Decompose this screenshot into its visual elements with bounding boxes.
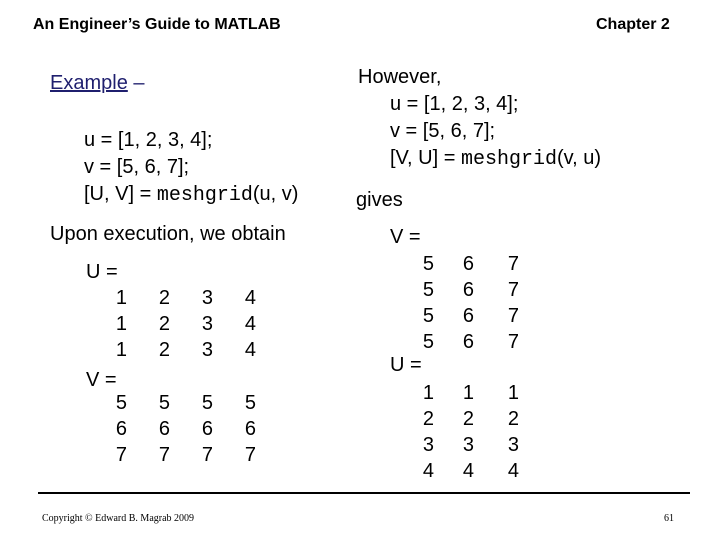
right-U-cell: 1 <box>462 382 474 404</box>
example-heading <box>50 72 145 95</box>
page-number: 61 <box>664 513 674 524</box>
example-dash: – <box>133 72 145 94</box>
gives-text: gives <box>356 189 403 211</box>
right-U-cell: 2 <box>462 408 474 430</box>
left-V-cell: 6 <box>158 418 170 440</box>
left-U-cell: 2 <box>158 339 170 361</box>
example-label: Example <box>50 72 128 94</box>
right-code-line-3 <box>390 146 601 172</box>
chapter-label: Chapter 2 <box>596 16 670 33</box>
right-V-cell: 5 <box>422 305 434 327</box>
left-U-label: U = <box>86 261 118 283</box>
left-U-cell: 3 <box>201 287 213 309</box>
right-U-cell: 1 <box>422 382 434 404</box>
left-U-cell: 1 <box>115 339 127 361</box>
right-V-cell: 7 <box>507 331 519 353</box>
right-V-cell: 6 <box>462 331 474 353</box>
right-V-cell: 7 <box>507 279 519 301</box>
right-U-cell: 3 <box>422 434 434 456</box>
left-V-cell: 7 <box>244 444 256 466</box>
right-U-cell: 4 <box>462 460 474 482</box>
right-code-prefix: [V, U] = <box>390 147 461 169</box>
left-V-cell: 7 <box>115 444 127 466</box>
copyright-text: Copyright © Edward B. Magrab 2009 <box>42 513 195 524</box>
left-code-line-3 <box>84 182 298 208</box>
left-U-cell: 1 <box>115 287 127 309</box>
right-U-cell: 4 <box>507 460 519 482</box>
header-title: An Engineer’s Guide to MATLAB <box>33 16 281 33</box>
right-V-cell: 7 <box>507 253 519 275</box>
left-U-cell: 2 <box>158 287 170 309</box>
right-U-cell: 2 <box>422 408 434 430</box>
right-code-line-1: u = [1, 2, 3, 4]; <box>390 93 519 115</box>
left-code-args: (u, v) <box>252 183 299 205</box>
left-V-cell: 6 <box>244 418 256 440</box>
left-U-cell: 1 <box>115 313 127 335</box>
left-code-func: meshgrid <box>156 184 253 207</box>
right-code-line-2: v = [5, 6, 7]; <box>390 120 496 142</box>
right-V-cell: 7 <box>507 305 519 327</box>
right-V-cell: 5 <box>422 331 434 353</box>
left-U-cell: 4 <box>244 313 256 335</box>
footer-divider <box>38 492 690 494</box>
right-U-cell: 1 <box>507 382 519 404</box>
right-code-func: meshgrid <box>460 148 557 171</box>
left-U-cell: 3 <box>201 313 213 335</box>
left-V-cell: 5 <box>244 392 256 414</box>
right-V-label: V = <box>390 226 421 248</box>
left-U-cell: 4 <box>244 339 256 361</box>
however-text: However, <box>358 66 442 88</box>
right-V-cell: 6 <box>462 279 474 301</box>
left-code-line-1: u = [1, 2, 3, 4]; <box>84 129 213 151</box>
right-V-cell: 6 <box>462 253 474 275</box>
left-V-cell: 7 <box>158 444 170 466</box>
right-U-label: U = <box>390 354 422 376</box>
left-V-cell: 5 <box>115 392 127 414</box>
right-U-cell: 4 <box>422 460 434 482</box>
right-V-cell: 6 <box>462 305 474 327</box>
left-V-cell: 6 <box>115 418 127 440</box>
left-V-cell: 5 <box>201 392 213 414</box>
right-V-cell: 5 <box>422 279 434 301</box>
left-code-prefix: [U, V] = <box>84 183 157 205</box>
right-U-cell: 2 <box>507 408 519 430</box>
right-U-cell: 3 <box>507 434 519 456</box>
right-U-cell: 3 <box>462 434 474 456</box>
left-V-cell: 6 <box>201 418 213 440</box>
left-V-cell: 5 <box>158 392 170 414</box>
execution-text: Upon execution, we obtain <box>50 223 286 245</box>
left-V-label: V = <box>86 369 117 391</box>
left-U-cell: 4 <box>244 287 256 309</box>
left-code-line-2: v = [5, 6, 7]; <box>84 156 190 178</box>
left-U-cell: 3 <box>201 339 213 361</box>
right-V-cell: 5 <box>422 253 434 275</box>
right-code-args: (v, u) <box>556 147 602 169</box>
left-U-cell: 2 <box>158 313 170 335</box>
left-V-cell: 7 <box>201 444 213 466</box>
